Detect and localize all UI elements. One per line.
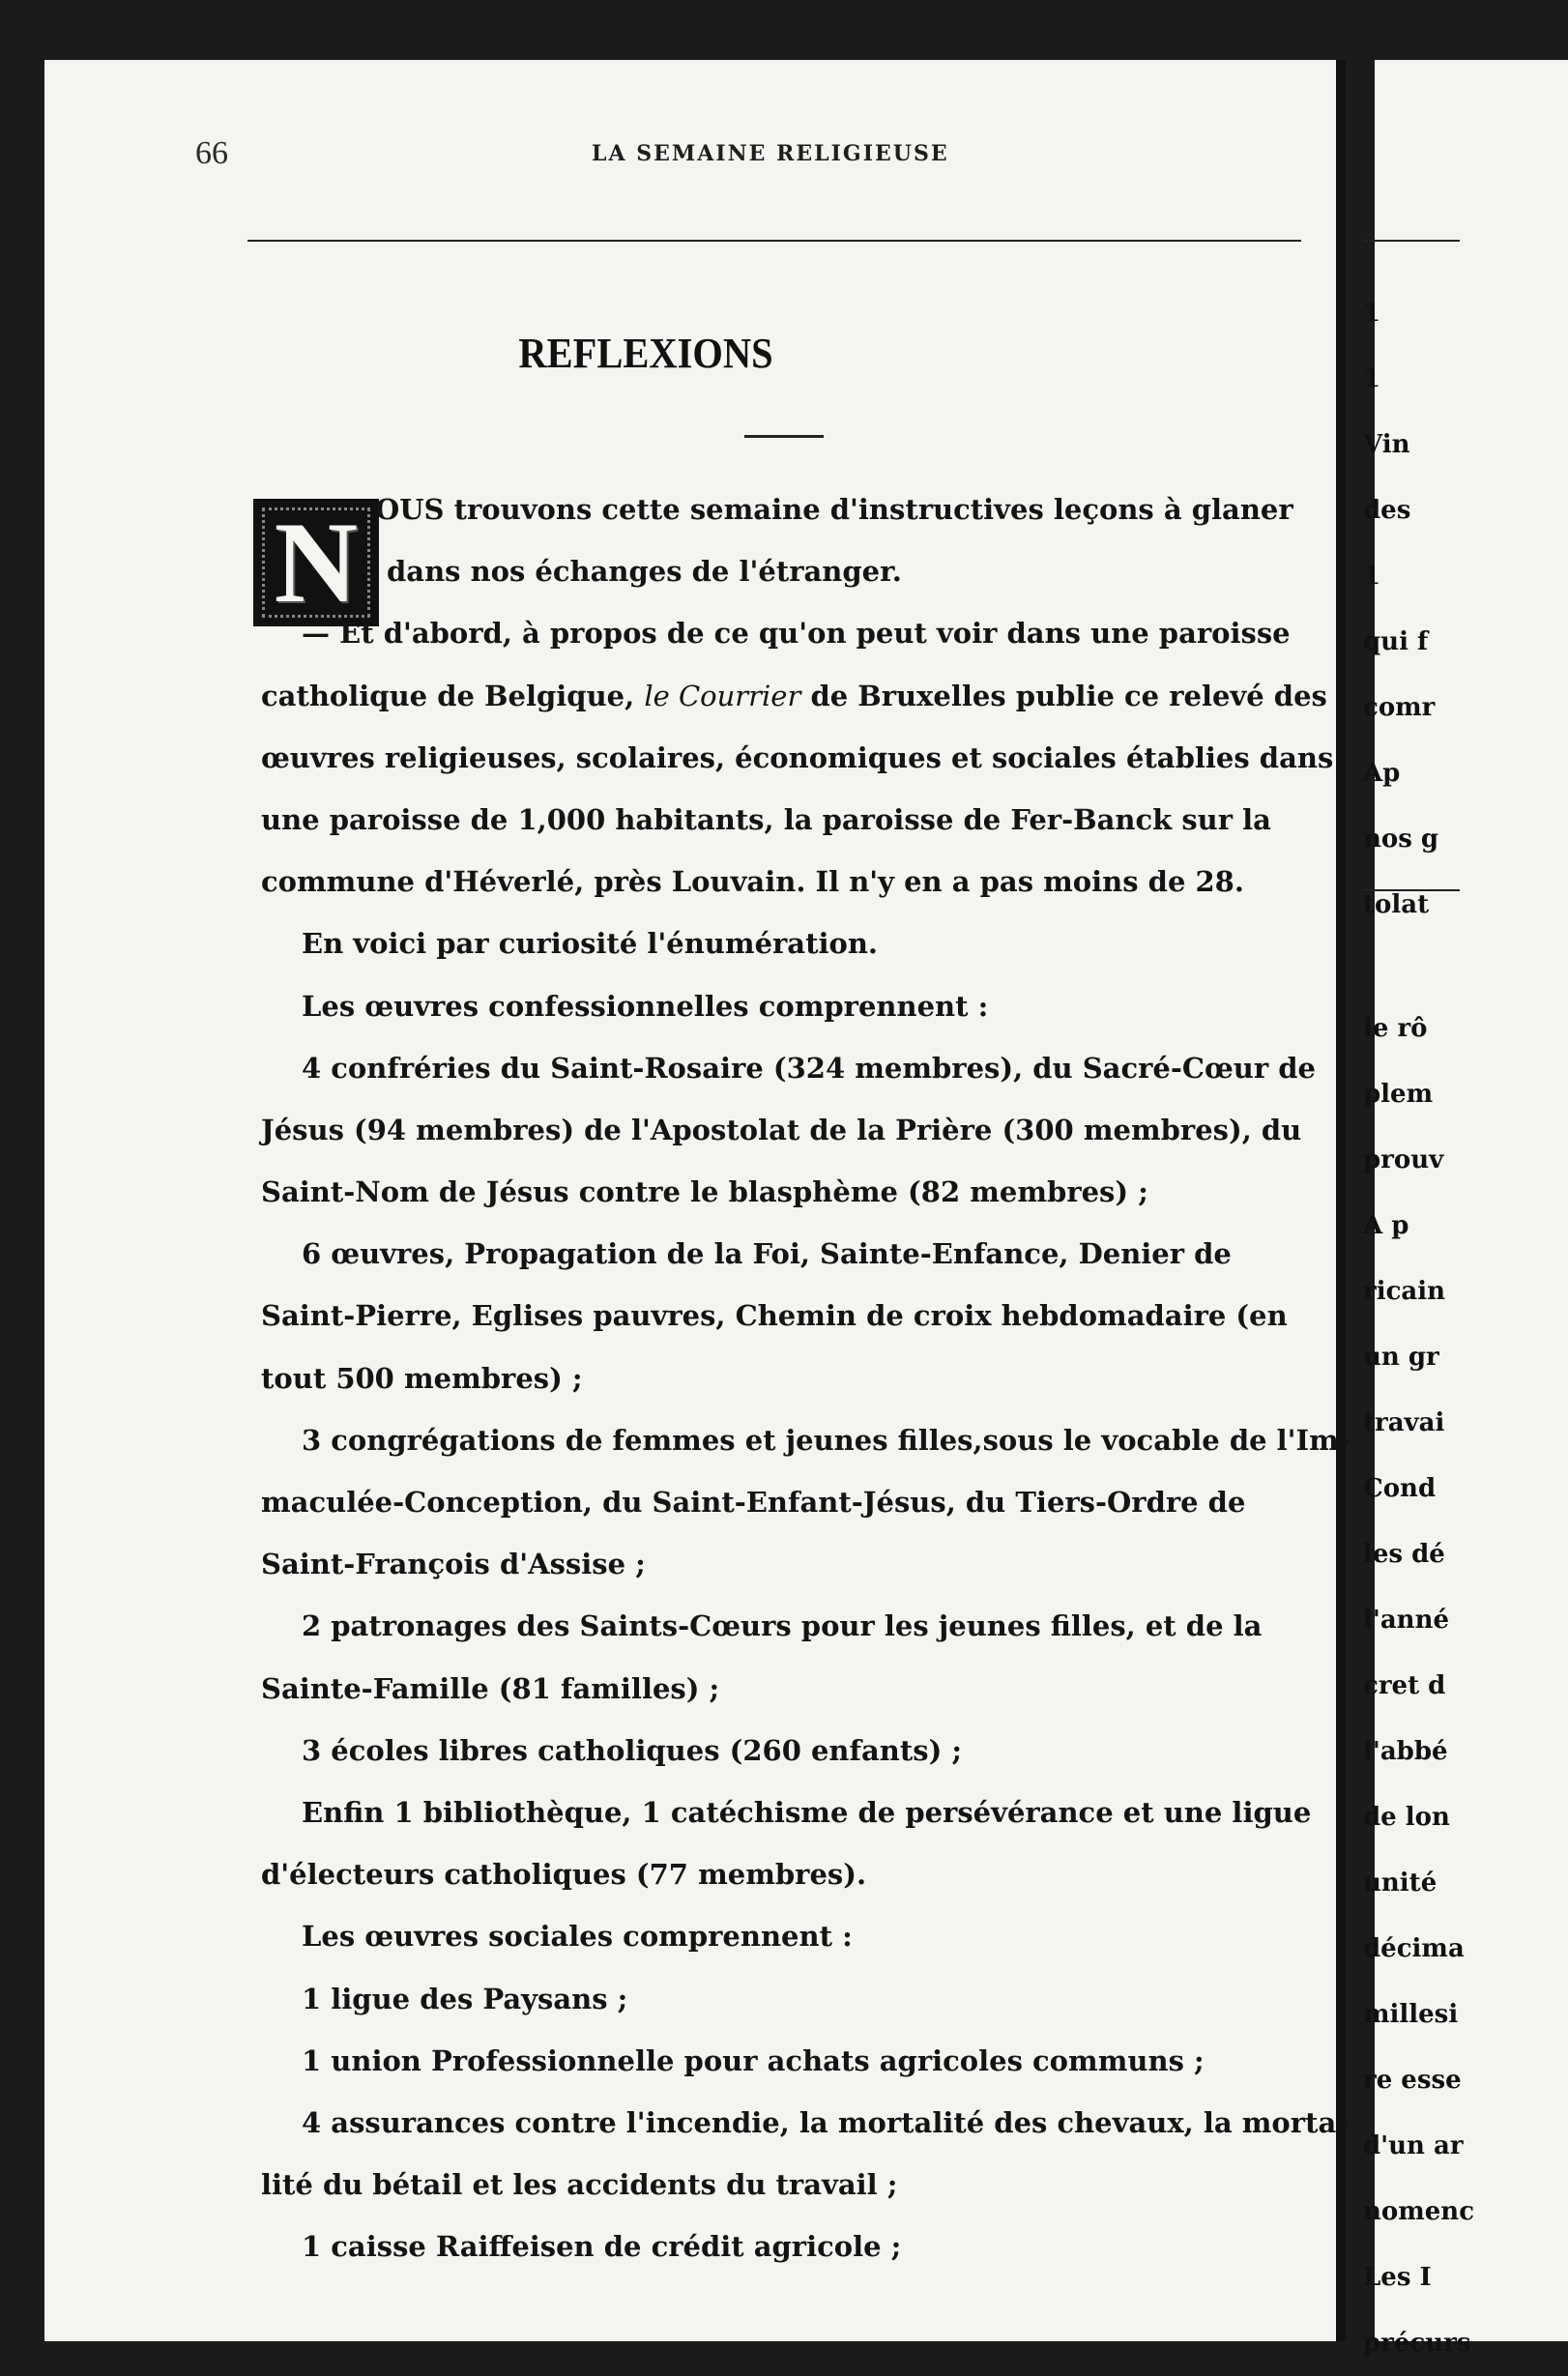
text-line: 1 union Professionnelle pour achats agricoles communs ; — [302, 2043, 1205, 2077]
facing-line: millesi — [1363, 2000, 1459, 2029]
text-line: une paroisse de 1,000 habitants, la paroisse de Fer-Banck sur la — [261, 802, 1271, 836]
newspaper-name: le Courrier — [644, 679, 801, 712]
facing-line: un gr — [1363, 1343, 1439, 1372]
text-line: Les œuvres confessionnelles comprennent : — [302, 989, 989, 1023]
facing-line: plem — [1363, 1080, 1434, 1109]
facing-line: travai — [1363, 1408, 1445, 1437]
article-title: REFLEXIONS — [518, 330, 773, 377]
text-line: 6 œuvres, Propagation de la Foi, Sainte-Enfance, Denier de — [302, 1237, 1232, 1271]
facing-line: Cond — [1363, 1474, 1437, 1503]
text-line: Saint-Pierre, Eglises pauvres, Chemin de croix hebdomadaire (en — [261, 1299, 1288, 1333]
text-line: Sainte-Famille (81 familles) ; — [261, 1671, 720, 1705]
text-line: Jésus (94 membres) de l'Apostolat de la Prière (300 membres), du — [261, 1113, 1302, 1146]
facing-line: les dé — [1363, 1540, 1445, 1569]
text-line: Enfin 1 bibliothèque, 1 catéchisme de persévérance et une ligue — [302, 1795, 1312, 1829]
text-line: 1 ligue des Paysans ; — [302, 1982, 628, 2015]
text-line: 4 confréries du Saint-Rosaire (324 membres), du Sacré-Cœur de — [302, 1051, 1316, 1085]
facing-header-rule — [1363, 240, 1460, 242]
facing-line: des — [1363, 496, 1411, 525]
facing-line: nomenc — [1363, 2197, 1475, 2226]
text-line: œuvres religieuses, scolaires, économiques et sociales établies dans — [261, 740, 1334, 774]
text-line: catholique de Belgique, le Courrier de Bruxelles publie ce relevé des — [261, 679, 1327, 712]
facing-line: l'anné — [1363, 1606, 1450, 1635]
facing-line: Les I — [1363, 2263, 1432, 2292]
facing-line: le rô — [1363, 1014, 1428, 1043]
text-line: — Et d'abord, à propos de ce qu'on peut voir dans une paroisse — [302, 617, 1291, 651]
facing-line: cret d — [1363, 1671, 1446, 1700]
facing-line: A p — [1363, 1211, 1409, 1240]
facing-line: décima — [1363, 1934, 1465, 1963]
facing-line: 1 — [1363, 299, 1381, 328]
title-rule — [744, 435, 824, 438]
text-line: 3 congrégations de femmes et jeunes filles,sous le vocable de l'Im- — [302, 1423, 1350, 1457]
facing-line: Ap — [1363, 759, 1401, 788]
facing-line: tolat — [1363, 890, 1430, 919]
text-line: 2 patronages des Saints-Cœurs pour les jeunes filles, et de la — [302, 1609, 1263, 1643]
text-line: OUS trouvons cette semaine d'instructives leçons à glaner — [375, 493, 1293, 526]
facing-line: 1 — [1363, 364, 1381, 393]
text-line: d'électeurs catholiques (77 membres). — [261, 1858, 867, 1892]
facing-line: nos g — [1363, 825, 1439, 854]
facing-line: unité — [1363, 1869, 1437, 1898]
page-number: 66 — [195, 135, 228, 171]
facing-line: précurs — [1363, 2329, 1471, 2358]
facing-line: prouv — [1363, 1145, 1444, 1174]
facing-line: 1 — [1363, 562, 1381, 591]
text-line: 1 caisse Raiffeisen de crédit agricole ; — [302, 2230, 902, 2264]
facing-line: qui f — [1363, 627, 1429, 656]
facing-line: de lon — [1363, 1803, 1450, 1832]
facing-line: d'un ar — [1363, 2131, 1464, 2160]
text-line: Saint-François d'Assise ; — [261, 1548, 646, 1581]
running-head — [195, 135, 1307, 184]
header-rule — [247, 240, 1301, 242]
facing-line: re esse — [1363, 2066, 1462, 2095]
text-line: lité du bétail et les accidents du travail ; — [261, 2168, 898, 2202]
text-line: maculée-Conception, du Saint-Enfant-Jésus, du Tiers-Ordre de — [261, 1486, 1246, 1519]
text-line: dans nos échanges de l'étranger. — [387, 555, 902, 589]
text-line: 4 assurances contre l'incendie, la mortalité des chevaux, la morta- — [302, 2105, 1349, 2139]
facing-line: ricain — [1363, 1277, 1446, 1306]
text-line: En voici par curiosité l'énumération. — [302, 927, 879, 961]
text-line: commune d'Héverlé, près Louvain. Il n'y en a pas moins de 28. — [261, 865, 1244, 899]
text-line: 3 écoles libres catholiques (260 enfants) ; — [302, 1733, 963, 1767]
text-line: tout 500 membres) ; — [261, 1361, 583, 1395]
text-line: Saint-Nom de Jésus contre le blasphème (82 membres) ; — [261, 1175, 1148, 1209]
facing-line: comr — [1363, 693, 1436, 722]
article-body — [261, 478, 1350, 2277]
facing-page-text — [1363, 280, 1475, 2376]
facing-line: l'abbé — [1363, 1737, 1448, 1766]
facing-line: Vin — [1363, 430, 1410, 459]
journal-title: LA SEMAINE RELIGIEUSE — [592, 141, 949, 166]
drop-cap-letter: N — [274, 498, 359, 626]
text-line: Les œuvres sociales comprennent : — [302, 1920, 853, 1954]
